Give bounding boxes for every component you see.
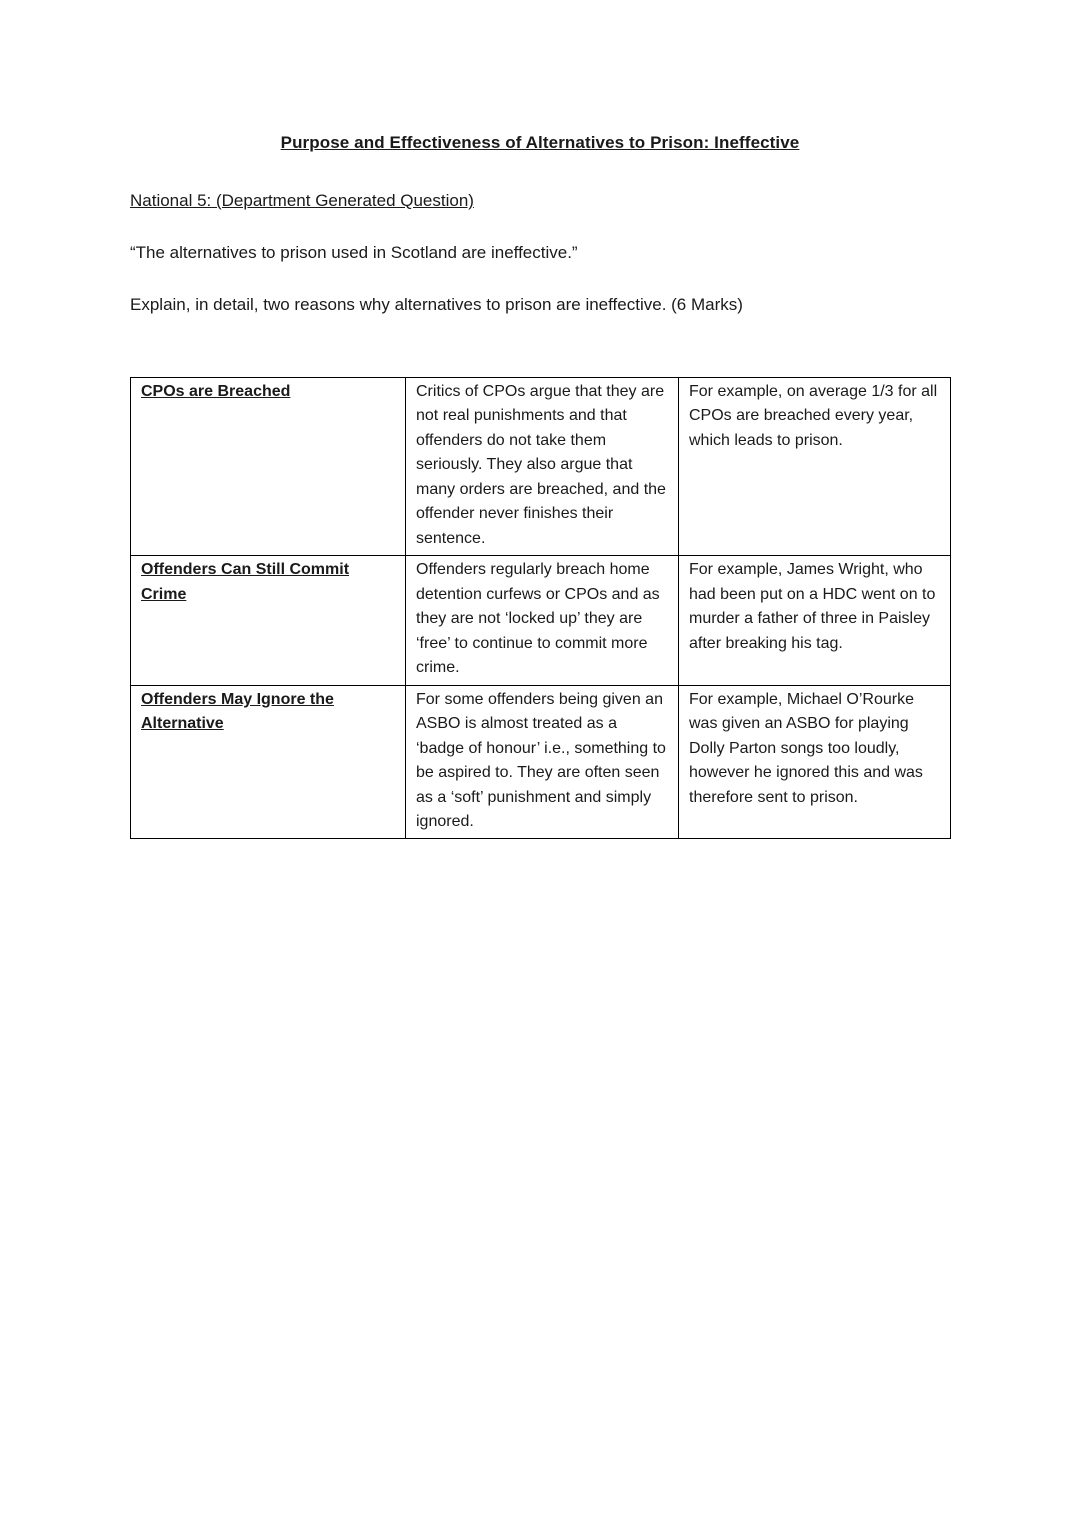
question-instruction: Explain, in detail, two reasons why alternatives to prison are ineffective. (6 Marks) bbox=[130, 295, 743, 314]
table-row bbox=[131, 685, 951, 839]
question-source-heading: National 5: (Department Generated Question) bbox=[130, 191, 474, 210]
row-explanation: For some offenders being given an ASBO is almost treated as a ‘badge of honour’ i.e., something to be aspired to. They are often seen as a ‘soft’ punishment and simply ignored. bbox=[406, 685, 679, 839]
page-title: Purpose and Effectiveness of Alternatives to Prison: Ineffective bbox=[280, 133, 800, 152]
row-example: For example, on average 1/3 for all CPOs are breached every year, which leads to prison. bbox=[679, 378, 951, 556]
row-example: For example, James Wright, who had been put on a HDC went on to murder a father of three in Paisley after breaking his tag. bbox=[679, 556, 951, 685]
table-row bbox=[131, 556, 951, 685]
row-heading: Offenders Can Still Commit Crime bbox=[131, 556, 406, 685]
answers-table bbox=[130, 377, 951, 839]
row-example: For example, Michael O’Rourke was given an ASBO for playing Dolly Parton songs too loudly, however he ignored this and was therefore sent to prison. bbox=[679, 685, 951, 839]
row-explanation: Offenders regularly breach home detention curfews or CPOs and as they are not ‘locked up’ they are ‘free’ to continue to commit more crime. bbox=[406, 556, 679, 685]
row-heading: Offenders May Ignore the Alternative bbox=[131, 685, 406, 839]
row-explanation: Critics of CPOs argue that they are not real punishments and that offenders do not take them seriously. They also argue that many orders are breached, and the offender never finishes their sentence. bbox=[406, 378, 679, 556]
row-heading: CPOs are Breached bbox=[131, 378, 406, 556]
table-row bbox=[131, 378, 951, 556]
statement-quote: “The alternatives to prison used in Scotland are ineffective.” bbox=[130, 243, 578, 262]
